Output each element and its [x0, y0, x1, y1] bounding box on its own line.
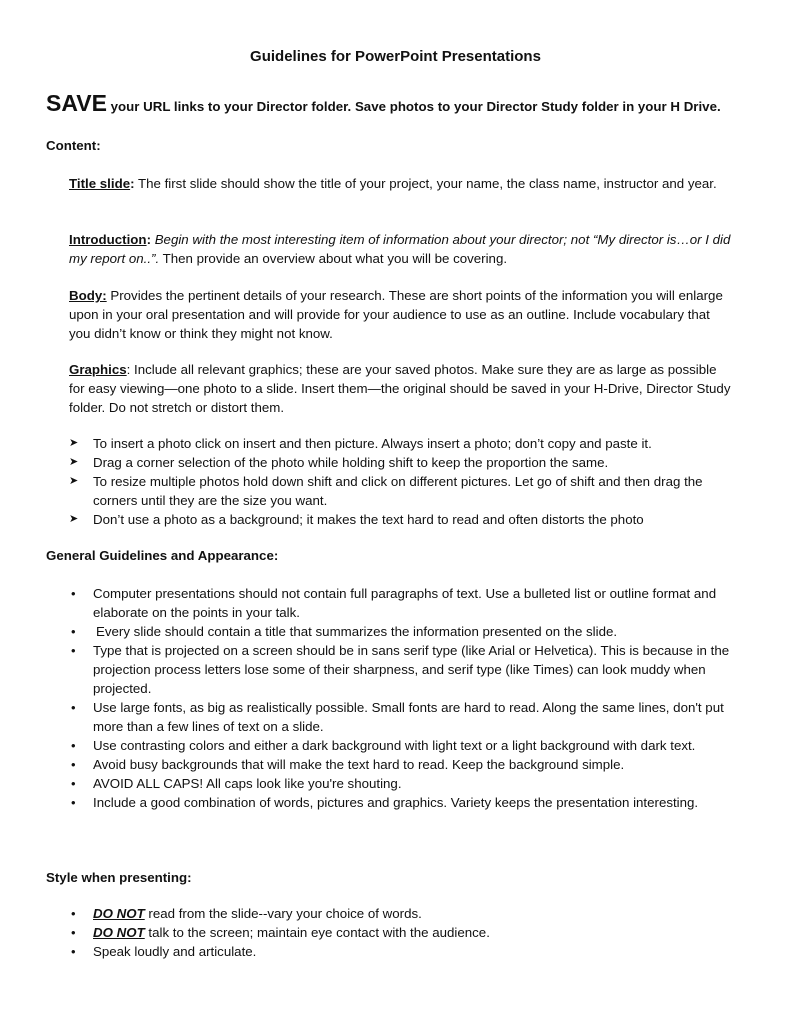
- save-instruction-text: your URL links to your Director folder. Save photos to your Director Study folder in your H Drive.: [106, 99, 721, 114]
- list-item: ➤ To resize multiple photos hold down shift and click on different pictures. Let go of shift and then drag the corners until they are the size you want.: [69, 474, 703, 508]
- round-bullet-icon: •: [71, 624, 76, 639]
- introduction-paragraph: [69, 230, 733, 268]
- title-slide-colon: :: [130, 176, 135, 191]
- introduction-label: Introduction: [69, 232, 147, 247]
- round-bullet-icon: •: [71, 906, 76, 921]
- content-heading: Content:: [46, 138, 101, 153]
- round-bullet-icon: •: [71, 776, 76, 791]
- general-guidelines-heading: General Guidelines and Appearance:: [46, 548, 279, 563]
- round-bullet-icon: •: [71, 795, 76, 810]
- round-bullet-icon: •: [71, 757, 76, 772]
- list-item: • Use large fonts, as big as realistically possible. Small fonts are hard to read. Along the same lines, don't put more than a few lines of text on a slide.: [71, 700, 724, 734]
- style-heading: Style when presenting:: [46, 870, 192, 885]
- graphics-paragraph: [69, 360, 733, 417]
- arrowhead-bullet-icon: ➤: [69, 437, 79, 449]
- save-word: SAVE: [46, 90, 107, 116]
- arrowhead-bullet-icon: ➤: [69, 513, 79, 525]
- list-item: • Speak loudly and articulate.: [71, 944, 257, 959]
- list-item: • AVOID ALL CAPS! All caps look like you're shouting.: [71, 776, 402, 791]
- graphics-text: : Include all relevant graphics; these are your saved photos. Make sure they are as large as possible for easy viewing—one photo to a slide. Insert them—the original should be saved in your H-Drive, Director Study folder. Do not stretch or distort them.: [69, 362, 731, 415]
- list-item: • Type that is projected on a screen should be in sans serif type (like Arial or Helvetica). This is because in the projection process letters lose some of their sharpness, and serif type (like Times) can look muddy when projected.: [71, 643, 730, 696]
- do-not-emphasis: DO NOT: [93, 906, 145, 921]
- introduction-italic-text: Begin with the most interesting item of information about your director; not “My director is…or I did my report on..”.: [69, 232, 731, 266]
- body-paragraph: [69, 286, 733, 343]
- general-guidelines-list: [69, 584, 733, 812]
- list-item: ➤ Don’t use a photo as a background; it makes the text hard to read and often distorts the photo: [69, 512, 644, 527]
- photo-tips-list: [69, 434, 733, 529]
- graphics-label: Graphics: [69, 362, 127, 377]
- title-slide-text: The first slide should show the title of your project, your name, the class name, instructor and year.: [134, 176, 717, 191]
- list-item: • Include a good combination of words, pictures and graphics. Variety keeps the presentation interesting.: [71, 795, 699, 810]
- style-list: [69, 904, 733, 961]
- round-bullet-icon: •: [71, 643, 76, 658]
- list-item: • Every slide should contain a title that summarizes the information presented on the slide.: [71, 624, 618, 639]
- list-item: • Use contrasting colors and either a dark background with light text or a light background with dark text.: [71, 738, 696, 753]
- do-not-emphasis: DO NOT: [93, 925, 145, 940]
- introduction-colon: :: [146, 232, 155, 247]
- list-item: • Avoid busy backgrounds that will make the text hard to read. Keep the background simple.: [71, 757, 625, 772]
- round-bullet-icon: •: [71, 700, 76, 715]
- introduction-text: Then provide an overview about what you will be covering.: [159, 251, 508, 266]
- round-bullet-icon: •: [71, 586, 76, 601]
- list-item: • DO NOT read from the slide--vary your choice of words.: [71, 906, 422, 921]
- round-bullet-icon: •: [71, 944, 76, 959]
- body-text: Provides the pertinent details of your research. These are short points of the information you will enlarge upon in your oral presentation and will provide for your audience to use as an outline. Include vocabulary that you didn’t know or think they might not know.: [69, 288, 723, 341]
- arrowhead-bullet-icon: ➤: [69, 475, 79, 487]
- round-bullet-icon: •: [71, 925, 76, 940]
- save-instruction: [46, 90, 766, 117]
- document-title: Guidelines for PowerPoint Presentations: [250, 48, 541, 65]
- list-item: • Computer presentations should not contain full paragraphs of text. Use a bulleted list or outline format and elaborate on the points in your talk.: [71, 586, 717, 620]
- list-item: ➤ Drag a corner selection of the photo while holding shift to keep the proportion the same.: [69, 455, 609, 470]
- list-item: ➤ To insert a photo click on insert and then picture. Always insert a photo; don’t copy and paste it.: [69, 436, 652, 451]
- title-slide-label: Title slide: [69, 176, 131, 191]
- round-bullet-icon: •: [71, 738, 76, 753]
- list-item: • DO NOT talk to the screen; maintain eye contact with the audience.: [71, 925, 490, 940]
- title-slide-paragraph: [69, 174, 733, 193]
- body-label: Body:: [69, 288, 107, 303]
- arrowhead-bullet-icon: ➤: [69, 456, 79, 468]
